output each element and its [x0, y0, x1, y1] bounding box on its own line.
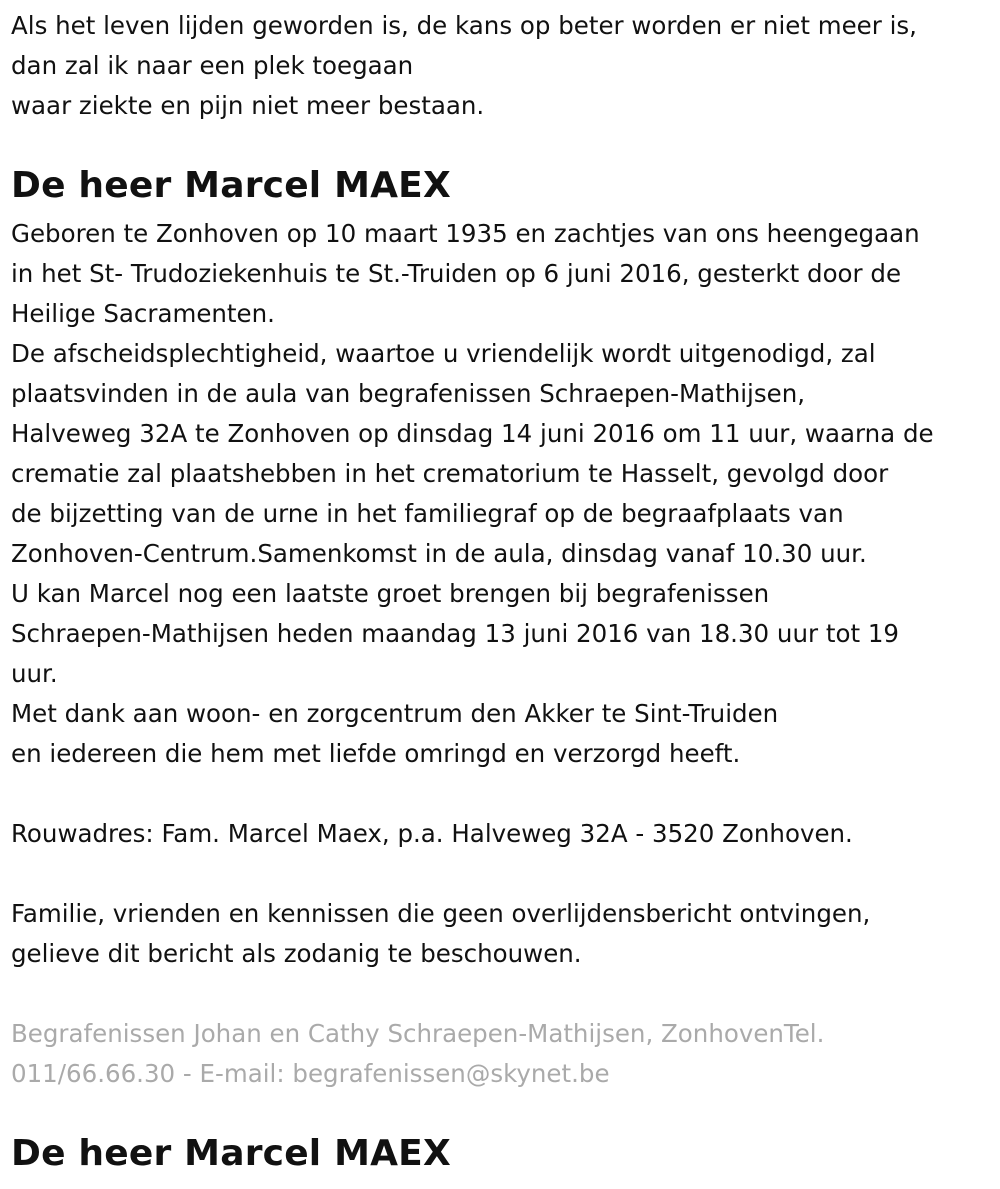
body-line: De afscheidsplechtigheid, waartoe u vriendelijk wordt uitgenodigd, zal [11, 339, 876, 368]
body-line: en iedereen die hem met liefde omringd en verzorgd heeft. [11, 739, 741, 768]
body-line: Halveweg 32A te Zonhoven op dinsdag 14 juni 2016 om 11 uur, waarna de [11, 419, 934, 448]
closing-line: Familie, vrienden en kennissen die geen overlijdensbericht ontvingen, [11, 899, 871, 928]
closing-line: gelieve dit bericht als zodanig te beschouwen. [11, 939, 582, 968]
spacer [11, 774, 934, 814]
funeral-home-line: Begrafenissen Johan en Cathy Schraepen-Mathijsen, ZonhovenTel. [11, 1019, 825, 1048]
spacer [11, 854, 934, 894]
body-line: Zonhoven-Centrum.Samenkomst in de aula, dinsdag vanaf 10.30 uur. [11, 539, 867, 568]
body-line: in het St- Trudoziekenhuis te St.-Truiden op 6 juni 2016, gesterkt door de [11, 259, 902, 288]
funeral-home-contact [11, 1014, 824, 1094]
notice-body [11, 214, 934, 974]
poem-line: Als het leven lijden geworden is, de kans op beter worden er niet meer is, [11, 11, 917, 40]
body-line: U kan Marcel nog een laatste groet brengen bij begrafenissen [11, 579, 770, 608]
body-line: plaatsvinden in de aula van begrafenissen Schraepen-Mathijsen, [11, 379, 806, 408]
notice-heading: De heer Marcel MAEX [11, 165, 451, 206]
funeral-home-line: 011/66.66.30 - E-mail: begrafenissen@skynet.be [11, 1059, 610, 1088]
mourning-address: Rouwadres: Fam. Marcel Maex, p.a. Halveweg 32A - 3520 Zonhoven. [11, 819, 853, 848]
second-notice-heading: De heer Marcel MAEX [11, 1133, 451, 1174]
body-line: crematie zal plaatshebben in het crematorium te Hasselt, gevolgd door [11, 459, 889, 488]
body-line: uur. [11, 659, 58, 688]
poem-line: waar ziekte en pijn niet meer bestaan. [11, 91, 485, 120]
body-line: Met dank aan woon- en zorgcentrum den Akker te Sint-Truiden [11, 699, 779, 728]
poem-line: dan zal ik naar een plek toegaan [11, 51, 414, 80]
poem-block [11, 6, 917, 126]
body-line: de bijzetting van de urne in het familiegraf op de begraafplaats van [11, 499, 844, 528]
body-line: Heilige Sacramenten. [11, 299, 275, 328]
body-line: Geboren te Zonhoven op 10 maart 1935 en zachtjes van ons heengegaan [11, 219, 920, 248]
body-line: Schraepen-Mathijsen heden maandag 13 juni 2016 van 18.30 uur tot 19 [11, 619, 900, 648]
